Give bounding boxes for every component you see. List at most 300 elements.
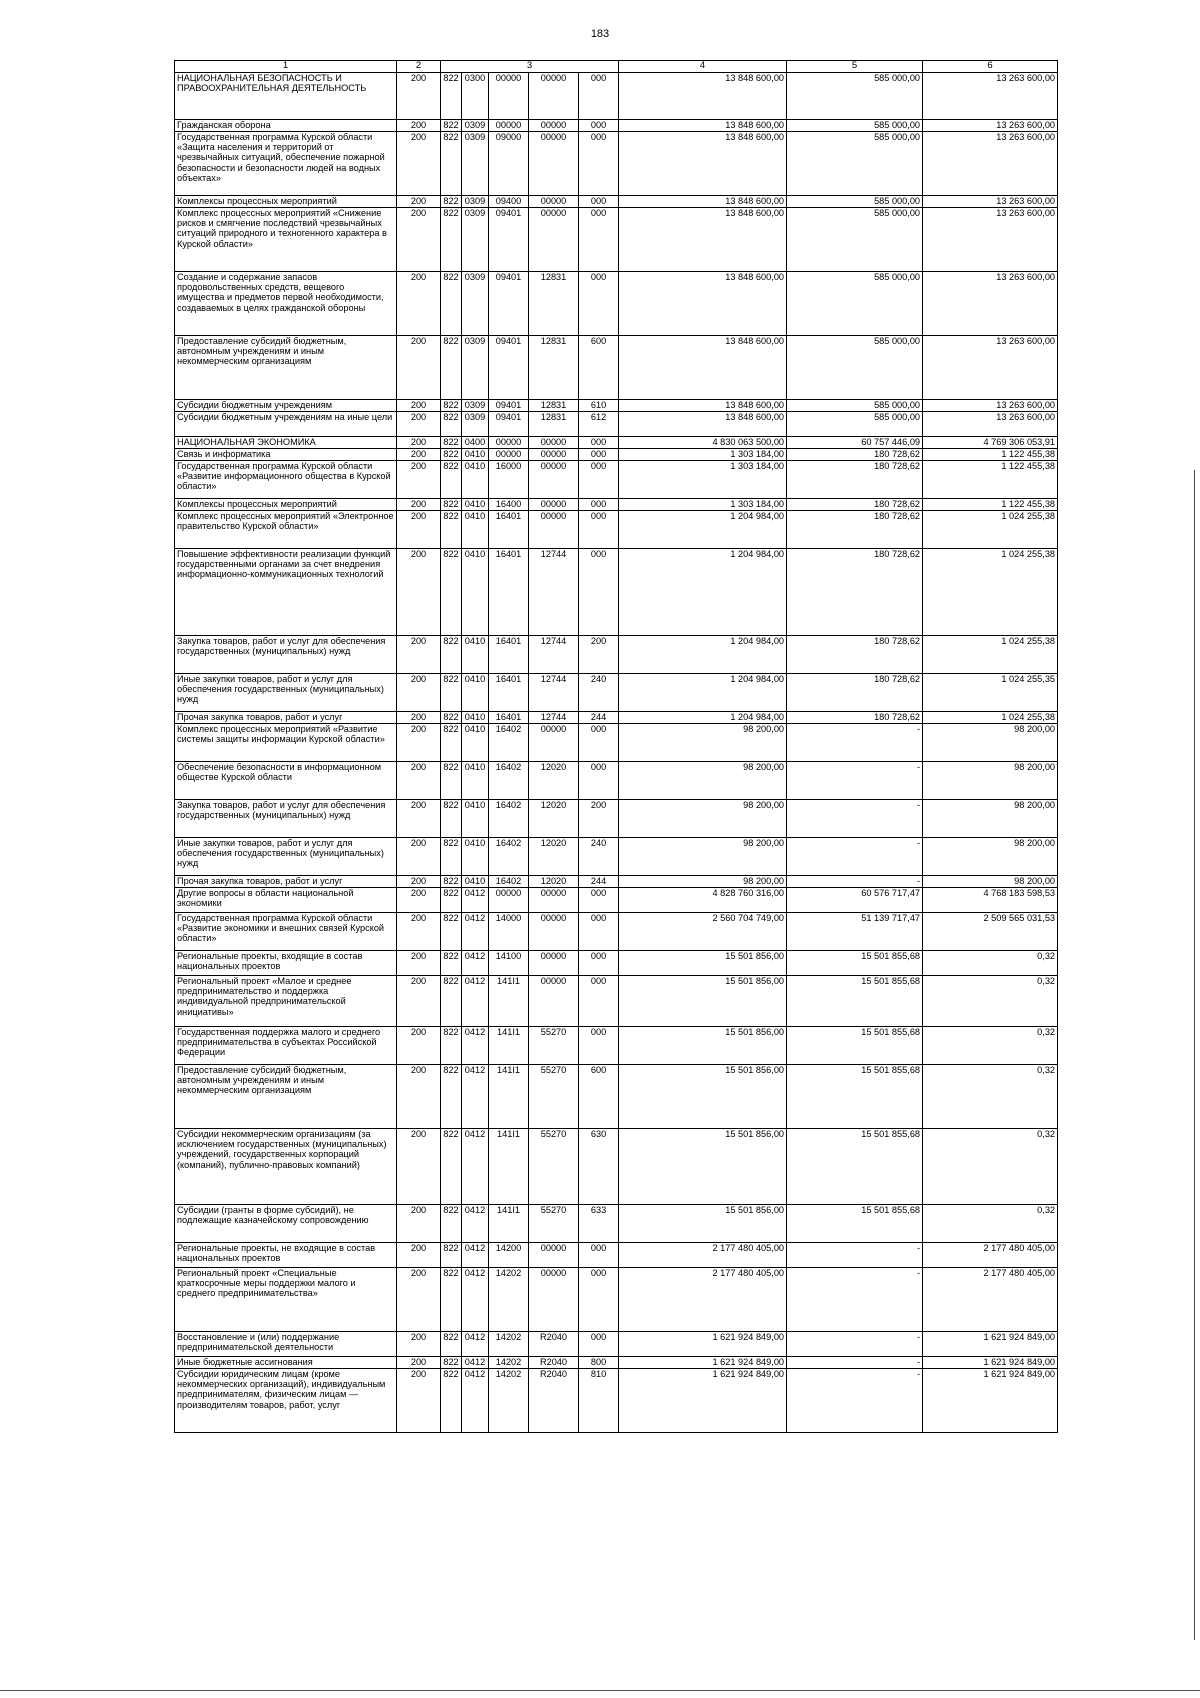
- cell-section-code: 0410: [462, 548, 489, 635]
- cell-gov-code: 822: [441, 131, 462, 195]
- cell-direction-code: 00000: [529, 975, 579, 1026]
- cell-section-code: 0412: [462, 1356, 489, 1368]
- cell-amount-4: 13 848 600,00: [619, 207, 787, 271]
- cell-amount-5: 585 000,00: [787, 411, 923, 436]
- cell-name: Комплекс процессных мероприятий «Снижение рисков и смягчение последствий чрезвычайных ситуаций природного и техногенного характера в Курской области»: [175, 207, 397, 271]
- cell-amount-5: 585 000,00: [787, 335, 923, 399]
- cell-direction-code: 00000: [529, 510, 579, 548]
- cell-amount-6: 1 621 924 849,00: [923, 1331, 1058, 1356]
- cell-amount-6: 0,32: [923, 1026, 1058, 1064]
- cell-gov-code: 822: [441, 399, 462, 411]
- cell-program-code: 16402: [489, 799, 529, 837]
- cell-section-code: 0412: [462, 1064, 489, 1128]
- table-row: [175, 448, 1058, 460]
- cell-section-code: 0410: [462, 761, 489, 799]
- cell-amount-4: 98 200,00: [619, 723, 787, 761]
- cell-amount-5: 180 728,62: [787, 498, 923, 510]
- cell-amount-6: 0,32: [923, 1064, 1058, 1128]
- cell-name: Государственная программа Курской области «Развитие экономики и внешних связей Курской области»: [175, 912, 397, 950]
- cell-direction-code: 00000: [529, 1267, 579, 1331]
- cell-program-code: 16000: [489, 460, 529, 498]
- cell-amount-5: 15 501 855,68: [787, 1204, 923, 1242]
- cell-gov-code: 822: [441, 411, 462, 436]
- cell-expense-type: 000: [579, 436, 619, 448]
- cell-program-code: 00000: [489, 887, 529, 912]
- cell-name: Комплексы процессных мероприятий: [175, 498, 397, 510]
- cell-gov-code: 822: [441, 887, 462, 912]
- table-row: [175, 72, 1058, 119]
- cell-expense-type: 244: [579, 711, 619, 723]
- cell-amount-4: 13 848 600,00: [619, 271, 787, 335]
- cell-amount-6: 1 122 455,38: [923, 460, 1058, 498]
- cell-col2: 200: [397, 207, 441, 271]
- cell-col2: 200: [397, 912, 441, 950]
- cell-section-code: 0410: [462, 673, 489, 711]
- cell-amount-6: 98 200,00: [923, 837, 1058, 875]
- cell-name: Комплекс процессных мероприятий «Развитие системы защиты информации Курской области»: [175, 723, 397, 761]
- cell-direction-code: 00000: [529, 498, 579, 510]
- cell-expense-type: 240: [579, 837, 619, 875]
- cell-amount-5: 60 576 717,47: [787, 887, 923, 912]
- cell-program-code: 09400: [489, 195, 529, 207]
- header-col-3: 3: [441, 61, 619, 73]
- cell-direction-code: 00000: [529, 950, 579, 975]
- table-row: [175, 1368, 1058, 1432]
- cell-amount-6: 98 200,00: [923, 799, 1058, 837]
- cell-direction-code: 00000: [529, 195, 579, 207]
- cell-program-code: 09000: [489, 131, 529, 195]
- cell-direction-code: 00000: [529, 887, 579, 912]
- cell-amount-6: 0,32: [923, 1204, 1058, 1242]
- cell-program-code: 16401: [489, 711, 529, 723]
- cell-col2: 200: [397, 875, 441, 887]
- cell-expense-type: 000: [579, 448, 619, 460]
- cell-direction-code: R2040: [529, 1331, 579, 1356]
- cell-amount-5: 585 000,00: [787, 271, 923, 335]
- cell-direction-code: 12020: [529, 761, 579, 799]
- cell-amount-4: 13 848 600,00: [619, 411, 787, 436]
- header-col-1: 1: [175, 61, 397, 73]
- cell-direction-code: 55270: [529, 1128, 579, 1204]
- cell-section-code: 0309: [462, 271, 489, 335]
- cell-name: Обеспечение безопасности в информационном обществе Курской области: [175, 761, 397, 799]
- cell-direction-code: 12744: [529, 711, 579, 723]
- cell-section-code: 0410: [462, 448, 489, 460]
- table-body: [175, 72, 1058, 1432]
- cell-amount-6: 0,32: [923, 950, 1058, 975]
- cell-direction-code: 55270: [529, 1204, 579, 1242]
- bottom-rule: [0, 1690, 1200, 1691]
- cell-col2: 200: [397, 837, 441, 875]
- cell-expense-type: 000: [579, 207, 619, 271]
- cell-amount-5: -: [787, 761, 923, 799]
- cell-section-code: 0309: [462, 131, 489, 195]
- cell-direction-code: 12744: [529, 635, 579, 673]
- cell-amount-6: 1 122 455,38: [923, 498, 1058, 510]
- cell-amount-4: 15 501 856,00: [619, 1128, 787, 1204]
- table-row: [175, 1331, 1058, 1356]
- cell-amount-4: 1 621 924 849,00: [619, 1331, 787, 1356]
- cell-name: Комплекс процессных мероприятий «Электронное правительство Курской области»: [175, 510, 397, 548]
- cell-name: Другие вопросы в области национальной экономики: [175, 887, 397, 912]
- cell-amount-4: 15 501 856,00: [619, 1064, 787, 1128]
- table-row: [175, 799, 1058, 837]
- cell-col2: 200: [397, 673, 441, 711]
- cell-gov-code: 822: [441, 837, 462, 875]
- cell-name: Региональные проекты, не входящие в состав национальных проектов: [175, 1242, 397, 1267]
- cell-gov-code: 822: [441, 799, 462, 837]
- cell-name: НАЦИОНАЛЬНАЯ БЕЗОПАСНОСТЬ И ПРАВООХРАНИТЕЛЬНАЯ ДЕЯТЕЛЬНОСТЬ: [175, 72, 397, 119]
- cell-amount-5: 180 728,62: [787, 448, 923, 460]
- cell-amount-6: 2 177 480 405,00: [923, 1242, 1058, 1267]
- cell-direction-code: 12831: [529, 399, 579, 411]
- cell-direction-code: 12020: [529, 837, 579, 875]
- cell-col2: 200: [397, 975, 441, 1026]
- cell-col2: 200: [397, 1331, 441, 1356]
- cell-amount-4: 1 204 984,00: [619, 635, 787, 673]
- table-row: [175, 950, 1058, 975]
- cell-name: Субсидии бюджетным учреждениям: [175, 399, 397, 411]
- cell-section-code: 0410: [462, 711, 489, 723]
- cell-direction-code: 00000: [529, 119, 579, 131]
- cell-expense-type: 630: [579, 1128, 619, 1204]
- cell-section-code: 0412: [462, 887, 489, 912]
- cell-expense-type: 200: [579, 635, 619, 673]
- cell-name: Субсидии (гранты в форме субсидий), не подлежащие казначейскому сопровождению: [175, 1204, 397, 1242]
- cell-direction-code: 12020: [529, 799, 579, 837]
- cell-name: Государственная программа Курской области «Развитие информационного общества в Курской области»: [175, 460, 397, 498]
- table-row: [175, 411, 1058, 436]
- cell-amount-6: 2 509 565 031,53: [923, 912, 1058, 950]
- cell-amount-5: 15 501 855,68: [787, 1128, 923, 1204]
- cell-program-code: 14200: [489, 1242, 529, 1267]
- header-row: [175, 61, 1058, 73]
- cell-amount-5: -: [787, 875, 923, 887]
- cell-expense-type: 000: [579, 761, 619, 799]
- cell-program-code: 141I1: [489, 1128, 529, 1204]
- cell-direction-code: 00000: [529, 207, 579, 271]
- cell-amount-4: 1 303 184,00: [619, 498, 787, 510]
- cell-section-code: 0400: [462, 436, 489, 448]
- cell-amount-6: 13 263 600,00: [923, 271, 1058, 335]
- cell-gov-code: 822: [441, 72, 462, 119]
- cell-direction-code: 55270: [529, 1026, 579, 1064]
- cell-amount-4: 13 848 600,00: [619, 195, 787, 207]
- cell-col2: 200: [397, 510, 441, 548]
- table-row: [175, 1242, 1058, 1267]
- table-row: [175, 510, 1058, 548]
- cell-amount-6: 0,32: [923, 1128, 1058, 1204]
- cell-name: Региональный проект «Малое и среднее предпринимательство и поддержка индивидуальной предпринимательской инициативы»: [175, 975, 397, 1026]
- cell-expense-type: 000: [579, 510, 619, 548]
- cell-amount-4: 1 303 184,00: [619, 460, 787, 498]
- cell-amount-6: 4 769 306 053,91: [923, 436, 1058, 448]
- cell-amount-5: -: [787, 1242, 923, 1267]
- cell-expense-type: 610: [579, 399, 619, 411]
- cell-col2: 200: [397, 711, 441, 723]
- table-row: [175, 875, 1058, 887]
- cell-direction-code: 12744: [529, 673, 579, 711]
- table-row: [175, 460, 1058, 498]
- table-row: [175, 271, 1058, 335]
- table-row: [175, 1064, 1058, 1128]
- cell-amount-4: 1 204 984,00: [619, 673, 787, 711]
- cell-expense-type: 000: [579, 912, 619, 950]
- cell-amount-5: -: [787, 799, 923, 837]
- table-row: [175, 673, 1058, 711]
- cell-section-code: 0309: [462, 119, 489, 131]
- cell-gov-code: 822: [441, 673, 462, 711]
- cell-amount-4: 4 828 760 316,00: [619, 887, 787, 912]
- table-row: [175, 975, 1058, 1026]
- cell-amount-6: 1 024 255,35: [923, 673, 1058, 711]
- cell-col2: 200: [397, 195, 441, 207]
- cell-program-code: 16402: [489, 837, 529, 875]
- cell-program-code: 00000: [489, 119, 529, 131]
- cell-name: Предоставление субсидий бюджетным, автономным учреждениям и иным некоммерческим организациям: [175, 335, 397, 399]
- cell-program-code: 09401: [489, 271, 529, 335]
- cell-gov-code: 822: [441, 119, 462, 131]
- cell-gov-code: 822: [441, 1064, 462, 1128]
- cell-gov-code: 822: [441, 723, 462, 761]
- cell-amount-5: 585 000,00: [787, 131, 923, 195]
- cell-direction-code: 00000: [529, 448, 579, 460]
- cell-expense-type: 240: [579, 673, 619, 711]
- cell-amount-6: 1 122 455,38: [923, 448, 1058, 460]
- cell-program-code: 00000: [489, 436, 529, 448]
- cell-direction-code: R2040: [529, 1356, 579, 1368]
- cell-gov-code: 822: [441, 207, 462, 271]
- cell-program-code: 141I1: [489, 1204, 529, 1242]
- cell-program-code: 16401: [489, 510, 529, 548]
- cell-col2: 200: [397, 761, 441, 799]
- cell-program-code: 14202: [489, 1368, 529, 1432]
- cell-program-code: 14000: [489, 912, 529, 950]
- cell-amount-5: -: [787, 723, 923, 761]
- cell-expense-type: 000: [579, 975, 619, 1026]
- cell-col2: 200: [397, 635, 441, 673]
- cell-expense-type: 000: [579, 195, 619, 207]
- cell-amount-4: 13 848 600,00: [619, 335, 787, 399]
- cell-section-code: 0410: [462, 635, 489, 673]
- cell-program-code: 16402: [489, 875, 529, 887]
- cell-program-code: 14202: [489, 1331, 529, 1356]
- cell-expense-type: 810: [579, 1368, 619, 1432]
- header-col-6: 6: [923, 61, 1058, 73]
- cell-program-code: 16401: [489, 635, 529, 673]
- table-row: [175, 723, 1058, 761]
- table-row: [175, 711, 1058, 723]
- cell-col2: 200: [397, 460, 441, 498]
- cell-program-code: 141I1: [489, 1064, 529, 1128]
- cell-amount-5: 15 501 855,68: [787, 950, 923, 975]
- cell-amount-4: 15 501 856,00: [619, 975, 787, 1026]
- cell-amount-4: 4 830 063 500,00: [619, 436, 787, 448]
- cell-section-code: 0309: [462, 411, 489, 436]
- cell-amount-5: 180 728,62: [787, 673, 923, 711]
- table-row: [175, 498, 1058, 510]
- cell-amount-5: 585 000,00: [787, 399, 923, 411]
- cell-amount-4: 13 848 600,00: [619, 119, 787, 131]
- cell-gov-code: 822: [441, 436, 462, 448]
- cell-expense-type: 612: [579, 411, 619, 436]
- cell-amount-5: -: [787, 1267, 923, 1331]
- cell-amount-6: 98 200,00: [923, 761, 1058, 799]
- cell-col2: 200: [397, 887, 441, 912]
- cell-col2: 200: [397, 1204, 441, 1242]
- table-row: [175, 1356, 1058, 1368]
- cell-col2: 200: [397, 1356, 441, 1368]
- cell-amount-5: -: [787, 1368, 923, 1432]
- cell-gov-code: 822: [441, 1267, 462, 1331]
- cell-section-code: 0309: [462, 207, 489, 271]
- cell-direction-code: 12831: [529, 335, 579, 399]
- cell-amount-6: 1 024 255,38: [923, 548, 1058, 635]
- cell-col2: 200: [397, 131, 441, 195]
- cell-section-code: 0412: [462, 1267, 489, 1331]
- cell-name: Прочая закупка товаров, работ и услуг: [175, 711, 397, 723]
- cell-name: НАЦИОНАЛЬНАЯ ЭКОНОМИКА: [175, 436, 397, 448]
- cell-amount-5: 51 139 717,47: [787, 912, 923, 950]
- cell-amount-6: 1 621 924 849,00: [923, 1356, 1058, 1368]
- cell-name: Государственная программа Курской области «Защита населения и территорий от чрезвычайных ситуаций, обеспечение пожарной безопасности и безопасности людей на водных объектах»: [175, 131, 397, 195]
- header-col-4: 4: [619, 61, 787, 73]
- cell-section-code: 0412: [462, 1204, 489, 1242]
- cell-amount-4: 98 200,00: [619, 875, 787, 887]
- cell-amount-4: 13 848 600,00: [619, 131, 787, 195]
- table-row: [175, 1128, 1058, 1204]
- cell-gov-code: 822: [441, 711, 462, 723]
- cell-gov-code: 822: [441, 1204, 462, 1242]
- cell-amount-5: 585 000,00: [787, 119, 923, 131]
- cell-col2: 200: [397, 271, 441, 335]
- cell-amount-5: 585 000,00: [787, 72, 923, 119]
- cell-amount-4: 2 560 704 749,00: [619, 912, 787, 950]
- table-row: [175, 335, 1058, 399]
- cell-name: Субсидии юридическим лицам (кроме некоммерческих организаций), индивидуальным предпринимателям, физическим лицам — производителям товаров, работ, услуг: [175, 1368, 397, 1432]
- cell-amount-6: 13 263 600,00: [923, 72, 1058, 119]
- cell-col2: 200: [397, 1064, 441, 1128]
- cell-gov-code: 822: [441, 761, 462, 799]
- table-row: [175, 436, 1058, 448]
- table-row: [175, 131, 1058, 195]
- cell-expense-type: 000: [579, 1267, 619, 1331]
- cell-name: Связь и информатика: [175, 448, 397, 460]
- cell-amount-6: 13 263 600,00: [923, 131, 1058, 195]
- cell-amount-4: 2 177 480 405,00: [619, 1267, 787, 1331]
- cell-amount-5: 180 728,62: [787, 510, 923, 548]
- cell-expense-type: 600: [579, 1064, 619, 1128]
- cell-gov-code: 822: [441, 1368, 462, 1432]
- cell-gov-code: 822: [441, 1356, 462, 1368]
- cell-amount-6: 13 263 600,00: [923, 195, 1058, 207]
- cell-amount-5: 60 757 446,09: [787, 436, 923, 448]
- cell-name: Государственная поддержка малого и среднего предпринимательства в субъектах Российской Федерации: [175, 1026, 397, 1064]
- cell-amount-5: 585 000,00: [787, 195, 923, 207]
- table-row: [175, 1204, 1058, 1242]
- cell-name: Закупка товаров, работ и услуг для обеспечения государственных (муниципальных) нужд: [175, 799, 397, 837]
- cell-section-code: 0412: [462, 1368, 489, 1432]
- cell-name: Закупка товаров, работ и услуг для обеспечения государственных (муниципальных) нужд: [175, 635, 397, 673]
- cell-expense-type: 000: [579, 131, 619, 195]
- cell-col2: 200: [397, 1368, 441, 1432]
- cell-program-code: 09401: [489, 335, 529, 399]
- cell-direction-code: 55270: [529, 1064, 579, 1128]
- cell-expense-type: 600: [579, 335, 619, 399]
- cell-expense-type: 000: [579, 1026, 619, 1064]
- cell-program-code: 16401: [489, 673, 529, 711]
- cell-section-code: 0412: [462, 1026, 489, 1064]
- cell-amount-4: 15 501 856,00: [619, 950, 787, 975]
- cell-amount-4: 1 204 984,00: [619, 711, 787, 723]
- cell-amount-6: 13 263 600,00: [923, 411, 1058, 436]
- cell-gov-code: 822: [441, 1026, 462, 1064]
- table-row: [175, 1267, 1058, 1331]
- cell-amount-6: 1 024 255,38: [923, 711, 1058, 723]
- cell-amount-4: 2 177 480 405,00: [619, 1242, 787, 1267]
- cell-amount-4: 1 621 924 849,00: [619, 1368, 787, 1432]
- cell-col2: 200: [397, 723, 441, 761]
- cell-amount-6: 0,32: [923, 975, 1058, 1026]
- cell-amount-6: 1 621 924 849,00: [923, 1368, 1058, 1432]
- cell-program-code: 14100: [489, 950, 529, 975]
- cell-amount-4: 13 848 600,00: [619, 72, 787, 119]
- cell-gov-code: 822: [441, 498, 462, 510]
- cell-program-code: 141I1: [489, 1026, 529, 1064]
- cell-amount-5: 180 728,62: [787, 635, 923, 673]
- cell-direction-code: 12831: [529, 411, 579, 436]
- cell-direction-code: 00000: [529, 436, 579, 448]
- cell-amount-4: 15 501 856,00: [619, 1026, 787, 1064]
- cell-amount-6: 13 263 600,00: [923, 335, 1058, 399]
- cell-direction-code: 00000: [529, 723, 579, 761]
- cell-gov-code: 822: [441, 510, 462, 548]
- table-row: [175, 837, 1058, 875]
- cell-gov-code: 822: [441, 335, 462, 399]
- table-row: [175, 207, 1058, 271]
- scan-edge-line: [1194, 470, 1195, 1640]
- cell-section-code: 0412: [462, 1128, 489, 1204]
- cell-name: Субсидии некоммерческим организациям (за исключением государственных (муниципальных) учреждений, государственных корпораций (компаний), публично-правовых компаний): [175, 1128, 397, 1204]
- cell-program-code: 16402: [489, 761, 529, 799]
- cell-amount-5: -: [787, 1356, 923, 1368]
- cell-col2: 200: [397, 436, 441, 448]
- table-row: [175, 1026, 1058, 1064]
- cell-program-code: 141I1: [489, 975, 529, 1026]
- cell-gov-code: 822: [441, 448, 462, 460]
- cell-amount-5: -: [787, 1331, 923, 1356]
- table-row: [175, 912, 1058, 950]
- cell-amount-6: 2 177 480 405,00: [923, 1267, 1058, 1331]
- cell-amount-6: 1 024 255,38: [923, 510, 1058, 548]
- cell-amount-5: -: [787, 837, 923, 875]
- cell-section-code: 0410: [462, 498, 489, 510]
- cell-expense-type: 000: [579, 119, 619, 131]
- cell-name: Прочая закупка товаров, работ и услуг: [175, 875, 397, 887]
- cell-name: Региональный проект «Специальные краткосрочные меры поддержки малого и среднего предпринимательства»: [175, 1267, 397, 1331]
- cell-direction-code: 00000: [529, 460, 579, 498]
- cell-col2: 200: [397, 1026, 441, 1064]
- table-row: [175, 635, 1058, 673]
- cell-program-code: 16400: [489, 498, 529, 510]
- cell-amount-4: 98 200,00: [619, 799, 787, 837]
- cell-amount-4: 1 303 184,00: [619, 448, 787, 460]
- cell-program-code: 09401: [489, 207, 529, 271]
- cell-section-code: 0410: [462, 460, 489, 498]
- cell-col2: 200: [397, 498, 441, 510]
- cell-name: Иные закупки товаров, работ и услуг для обеспечения государственных (муниципальных) нужд: [175, 837, 397, 875]
- cell-expense-type: 000: [579, 72, 619, 119]
